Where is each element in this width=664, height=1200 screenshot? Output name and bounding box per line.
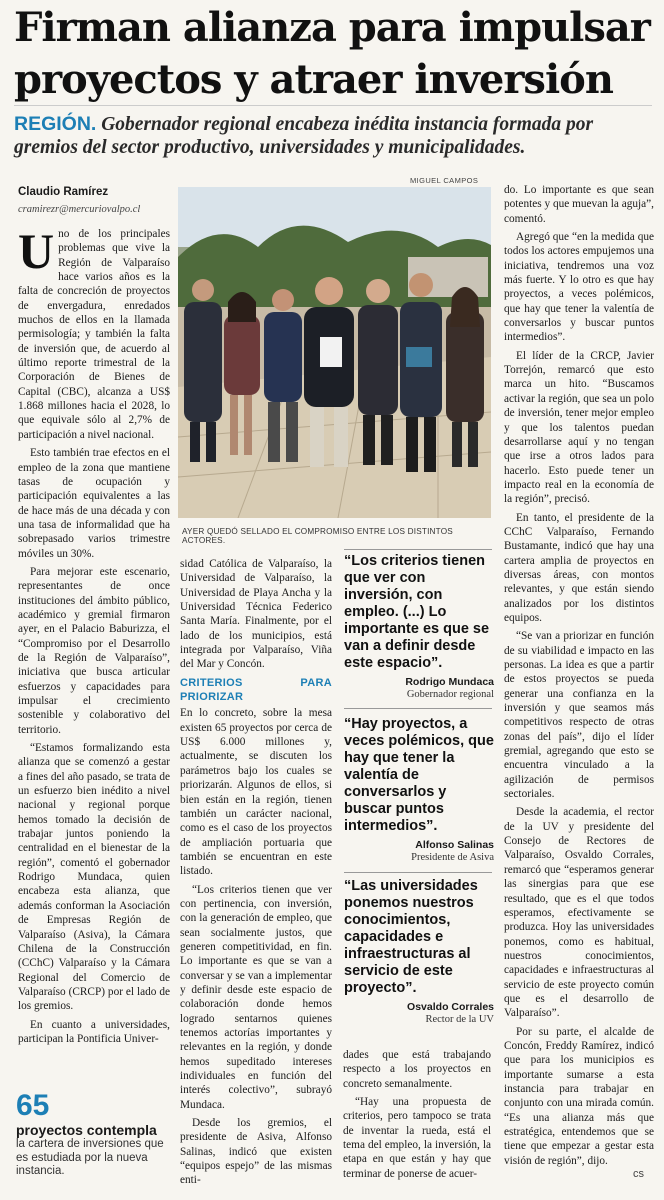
paragraph: En tanto, el presidente de la CChC Valparaíso, Fernando Bustamante, indicó que hay una cartera amplia de proyectos en diversas áreas, con montos relevantes, y que están siendo analizados por los distintos equipos. — [504, 511, 654, 624]
paragraph: “Los criterios tienen que ver con pertinencia, con inversión, con la generación de empleo, que sean socialmente justos, que generen competitividad, en fin. Lo importante es que se van a conversar y se van a implementar y definir desde este espacio de colaboración donde hemos logrado sentarnos quienes tenemos actorías importantes y relevantes en la región, y donde hemos supeditado intereses individuales en función del interés colectivo”, subrayó Mundaca. — [180, 883, 332, 1111]
paragraph: sidad Católica de Valparaíso, la Universidad de Valparaíso, la Universidad de Playa Ancha y la Universidad Técnica Federico Santa María. Finalmente, por el lado de los municipios, está integrada por Valparaíso, Viña del Mar y Concón. — [180, 558, 332, 671]
paragraph: “Se van a priorizar en función de su viabilidad e impacto en las personas. La idea es que a partir de estos proyectos se pueda generar una confianza en la inversión y que seamos más competitivos respecto de otras zonas del país”, dijo el líder gremial, agregando que esto se encuentra vinculado a la agilización de permisos sectoriales. — [504, 630, 654, 801]
headline — [14, 2, 654, 106]
headline-line-2: proyectos y atraer inversión — [14, 56, 613, 103]
quote-text: “Los criterios tienen que ver con inversión, con empleo. (...) Lo importante es que se van a definir desde este espacio”. — [344, 553, 490, 671]
end-mark: cs — [633, 1168, 644, 1180]
group-photo — [178, 187, 491, 518]
column-2 — [180, 557, 332, 1192]
headline-divider — [14, 105, 652, 106]
paragraph: Desde los gremios, el presidente de Asiva, Alfonso Salinas, indicó que existen “equipos espejo” de las mismas enti- — [180, 1117, 332, 1187]
pull-quote-1 — [344, 553, 494, 700]
paragraph: do. Lo importante es que sean potentes y que muevan la aguja”, comentó. — [504, 184, 654, 225]
paragraph: Para mejorar este escenario, representantes de once instituciones del ámbito público, académico y gremial firmaron ayer, en el Palacio Baburizza, el “Compromiso por el Desarrollo de la Región de Valparaíso”, iniciativa que busca articular esfuerzos y capacidades para impulsar el crecimiento sostenible y colaborativo del territorio. — [18, 565, 170, 736]
quote-text: “Las universidades ponemos nuestros conocimientos, capacidades e infraestructuras al servicio de este proyecto”. — [344, 878, 478, 996]
paragraph: En lo concreto, sobre la mesa existen 65 proyectos por cerca de US$ 6.000 millones y, actualmente, se discuten los parámetros bajo los cuales se priorizarán. Algunos de ellos, si bien están en la región, tienen también un carácter nacional, como es el caso de los proyectos de ampliación portuaria que también se encuentran en este listado. — [180, 707, 332, 878]
paragraph: “Hay una propuesta de criterios, pero tampoco se trata de inventar la rueda, está el tema del empleo, la inversión, la etapa en que están y hay que terminar de ponerse de acuer- — [343, 1096, 491, 1180]
photo-caption: AYER QUEDÓ SELLADO EL COMPROMISO ENTRE LOS DISTINTOS ACTORES. — [182, 527, 453, 545]
paragraph: En cuanto a universidades, participan la Pontificia Univer- — [18, 1018, 170, 1045]
quote-author: Osvaldo Corrales — [407, 1001, 494, 1013]
section-subhead: CRITERIOS PARA PRIORIZAR — [180, 676, 332, 704]
deck-text: Gobernador regional encabeza inédita instancia formada por gremios del sector productivo, universidades y municipalidades. — [14, 114, 594, 158]
quote-role: Presidente de Asiva — [411, 852, 494, 863]
quote-author: Rodrigo Mundaca — [405, 676, 494, 688]
quote-divider — [344, 549, 492, 550]
quote-text: “Hay proyectos, a veces polémicos, que hay que tener la valentía de conversarlos y buscar puntos intermedios”. — [344, 716, 494, 834]
paragraph: “Estamos formalizando esta alianza que se comenzó a gestar a fines del año pasado, se trata de un esfuerzo bien inédito a nivel nacional y regional porque hemos tomado la decisión de trabajar juntos poniendo la centralidad en el bienestar de la región”, comentó el gobernador Rodrigo Mundaca, quien encabeza esta alianza, que además conforman la Asociación de Empresas Región de Valparaíso (Asiva), la Cámara Chilena de la Construcción (CChC) Valparaíso y la Cámara Regional del Comercio de Valparaíso (CRCP) por el lado de los gremios. — [18, 742, 170, 1013]
author-name: Claudio Ramírez — [18, 186, 109, 198]
paragraph: Por su parte, el alcalde de Concón, Freddy Ramírez, indicó que para los municipios es importante sumarse a esta instancia para trabajar en conjunto con una mirada común. “Es una alianza más que estratégica, entendemos que se tiene que empezar a gestar esta visión de región”, dijo. — [504, 1025, 654, 1167]
lead-paragraph: Uno de los principales problemas que vive la Región de Valparaíso hace varios años es la falta de concreción de proyectos de envergadura, enredados muchos de ellos en la llamada permisología; y también la falta de inversión que, de acuerdo al último reporte trimestral de la Corporación de Bienes de Capital (CBC), alcanza a US$ 1.868 millones hacia el 2028, lo que equivale sólo al 2,7% de participación a nivel nacional. — [18, 223, 170, 441]
paragraph: dades que está trabajando respecto a los proyectos en concreto semanalmente. — [343, 1049, 491, 1090]
paragraph: El líder de la CRCP, Javier Torrejón, remarcó que esto marca un hito. “Buscamos activar la región, que sea un polo de inversión, tener mejor empleo y que los talentos puedan desarrollarse aquí y no tengan que irse a otros lados para hacerlo. Esto puede tener un impacto real en la economía de la región”, precisó. — [504, 349, 654, 506]
stat-number: 65 — [16, 1089, 50, 1122]
drop-cap: U — [18, 223, 55, 279]
paragraph: Esto también trae efectos en el empleo de la zona que mantiene tasas de ocupación y participación equivalentes a las de hace más de una década y con una tasa de informalidad que ha sobrepasado varios trimestre móviles un 30%. — [18, 447, 170, 560]
stat-label: proyectos contempla — [16, 1122, 157, 1138]
quote-divider — [344, 872, 492, 873]
paragraph: Desde la academia, el rector de la UV y presidente del Consejo de Rectores de Valparaíso, Osvaldo Corrales, remarcó que “esperamos generar las sinergias para que ese resultado, que es el que todos esperamos, efectivamente se produzca. Hoy las universidades ponemos, como es habitual, nuestros conocimientos, capacidades e infraestructuras al servicio de este proyecto común que es el desarrollo de Valparaíso”. — [504, 806, 654, 1020]
quote-role: Gobernador regional — [406, 689, 494, 700]
column-1 — [18, 223, 170, 1050]
column-4 — [504, 183, 654, 1172]
pull-quote-3 — [344, 878, 494, 1025]
quote-author: Alfonso Salinas — [415, 839, 494, 851]
column-3 — [343, 1048, 491, 1185]
stat-description: la cartera de inversiones que es estudiada por la nueva instancia. — [16, 1138, 164, 1177]
section-kicker: REGIÓN. — [14, 113, 97, 135]
author-email: cramirezr@mercuriovalpo.cl — [18, 204, 141, 215]
quote-divider — [344, 708, 492, 709]
stat-box — [16, 1090, 174, 1179]
pull-quote-2 — [344, 716, 494, 863]
quote-role: Rector de la UV — [425, 1014, 494, 1025]
deck — [14, 113, 654, 159]
photo-credit: MIGUEL CAMPOS — [410, 176, 479, 185]
headline-line-1: Firman alianza para impulsar — [14, 4, 650, 51]
paragraph: Agregó que “en la medida que todos los actores empujemos una iniciativa, tendremos una voz más fuerte. Y lo otro es que hay proyectos, a veces polémicos, que hay que tener la valentía de conversarlos y buscar puntos intermedios”. — [504, 231, 654, 344]
